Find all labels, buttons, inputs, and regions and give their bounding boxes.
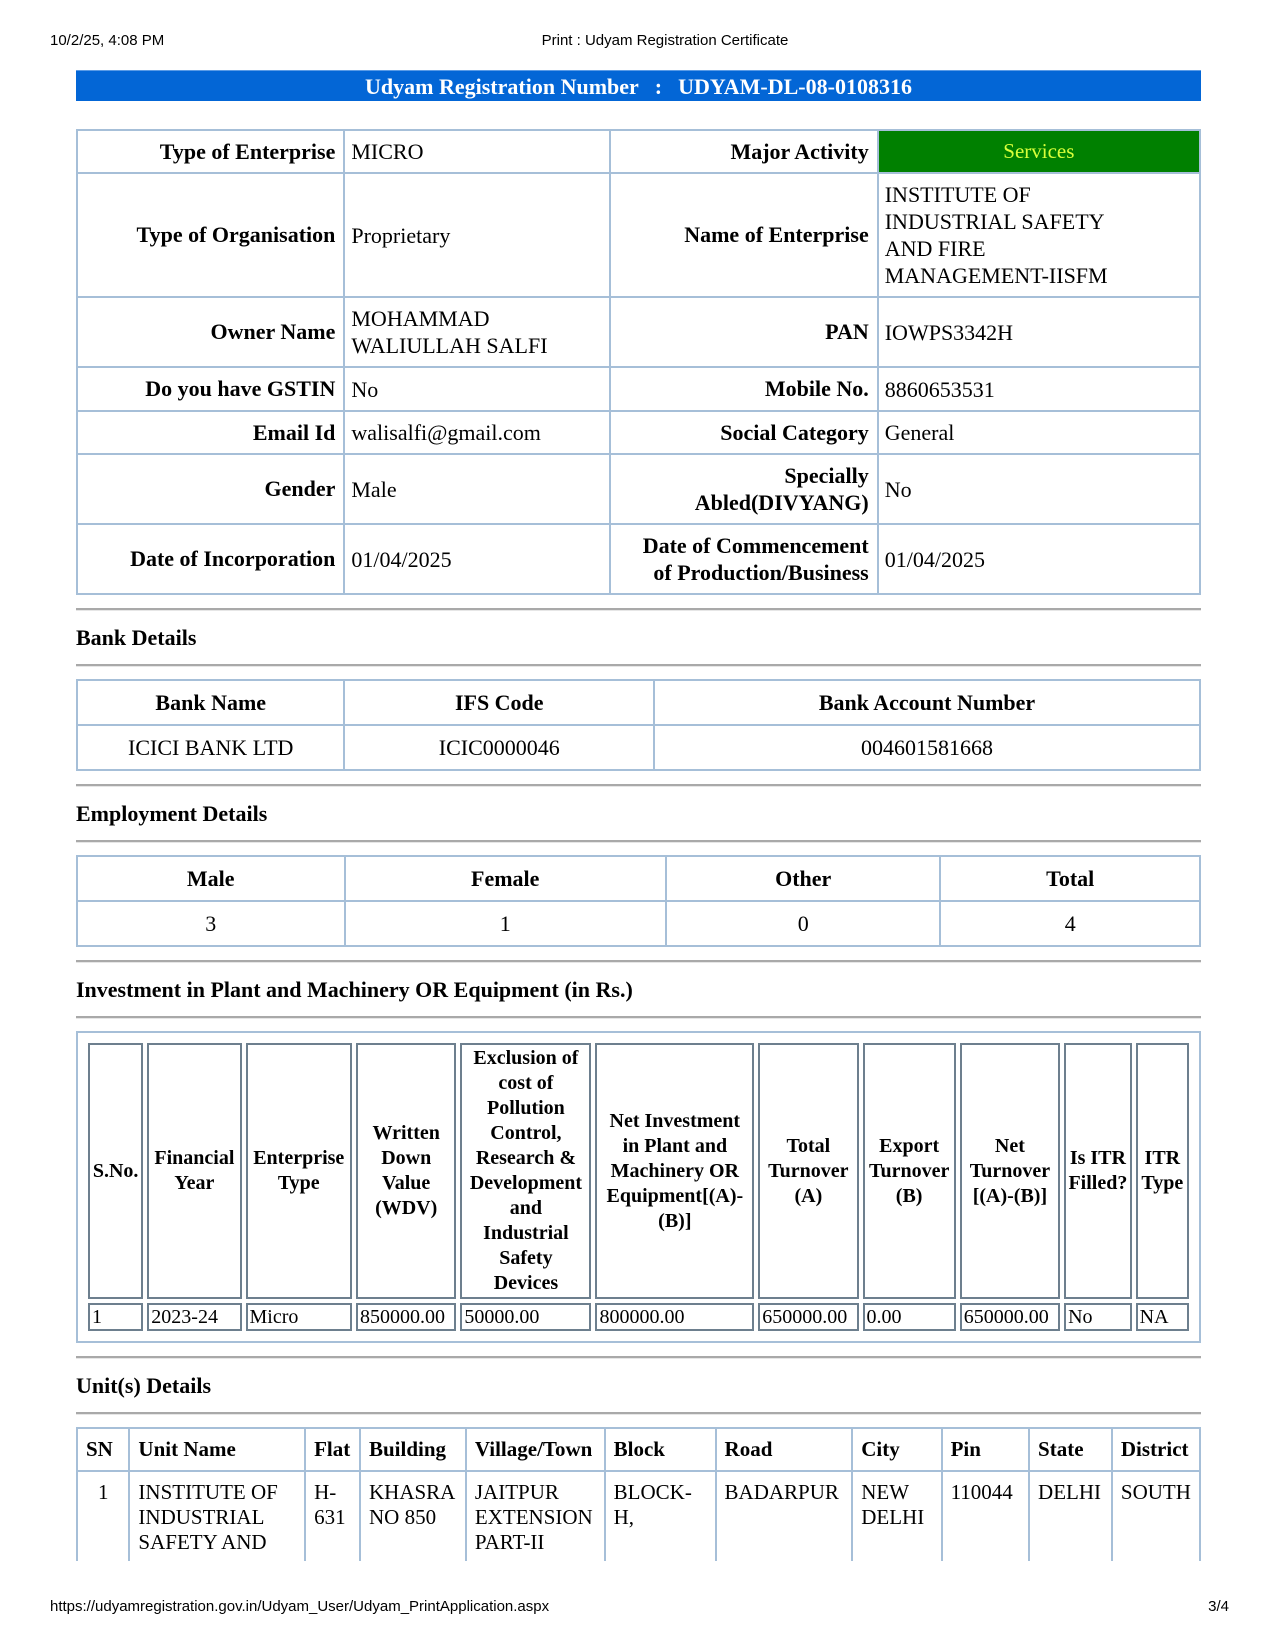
female-header: Female (345, 856, 666, 901)
city-header: City (852, 1428, 941, 1471)
itr-type-cell: NA (1136, 1303, 1189, 1331)
flat-header: Flat (305, 1428, 360, 1471)
bank-details-heading: Bank Details (76, 625, 197, 650)
info-row (77, 367, 1200, 411)
table-row (77, 725, 1200, 770)
owner-name-value (344, 297, 610, 367)
table-header-row (77, 856, 1200, 901)
block-header: Block (605, 1428, 716, 1471)
ifs-code-cell: ICIC0000046 (344, 725, 654, 770)
state-cell: DELHI (1029, 1471, 1112, 1561)
registration-number-value: UDYAM-DL-08-0108316 (678, 74, 912, 99)
total-turnover-header: Total Turnover (A) (758, 1043, 858, 1299)
email-label: Email Id (77, 411, 344, 454)
specially-abled-value: No (878, 454, 1200, 524)
district-header: District (1112, 1428, 1200, 1471)
page-url: https://udyamregistration.gov.in/Udyam_User/Udyam_PrintApplication.aspx (50, 1598, 550, 1615)
other-count: 0 (666, 901, 941, 946)
print-page-title: Print : Udyam Registration Certificate (541, 32, 789, 49)
village-town-header: Village/Town (466, 1428, 605, 1471)
name-of-enterprise-value (878, 173, 1200, 297)
employment-details-heading: Employment Details (76, 801, 268, 826)
gender-label: Gender (77, 454, 344, 524)
social-category-label: Social Category (610, 411, 878, 454)
financial-year-cell: 2023-24 (147, 1303, 241, 1331)
pin-cell: 110044 (942, 1471, 1029, 1561)
building-header: Building (360, 1428, 466, 1471)
sno-header: S.No. (88, 1043, 143, 1299)
gender-value: Male (344, 454, 610, 524)
total-count: 4 (940, 901, 1200, 946)
sn-header: SN (77, 1428, 129, 1471)
certificate-content (76, 70, 1201, 1561)
sno-cell: 1 (88, 1303, 143, 1331)
net-investment-header: Net Investment in Plant and Machinery OR Equipment[(A)- (B)] (595, 1043, 754, 1299)
specially-abled-label-line: Specially (784, 463, 869, 488)
specially-abled-label-line: Abled(DIVYANG) (694, 490, 869, 515)
employment-details-table (76, 855, 1201, 947)
type-of-organisation-value: Proprietary (344, 173, 610, 297)
date-of-incorporation-label: Date of Incorporation (77, 524, 344, 594)
gstin-value: No (344, 367, 610, 411)
pin-header: Pin (942, 1428, 1029, 1471)
account-number-cell: 004601581668 (654, 725, 1200, 770)
itr-type-header: ITR Type (1136, 1043, 1189, 1299)
print-datetime: 10/2/25, 4:08 PM (50, 32, 165, 49)
date-of-commencement-label (610, 524, 878, 594)
export-turnover-cell: 0.00 (863, 1303, 956, 1331)
itr-filed-header: Is ITR Filled? (1064, 1043, 1132, 1299)
female-count: 1 (345, 901, 666, 946)
table-header-row (77, 680, 1200, 725)
units-table (76, 1427, 1201, 1561)
mobile-label: Mobile No. (610, 367, 878, 411)
road-header: Road (716, 1428, 853, 1471)
print-footer (0, 1598, 1275, 1618)
total-turnover-cell: 650000.00 (758, 1303, 858, 1331)
enterprise-name-line: MANAGEMENT-IISFM (884, 263, 1108, 288)
building-cell: KHASRA NO 850 (360, 1471, 466, 1561)
bank-name-cell: ICICI BANK LTD (77, 725, 344, 770)
info-row (77, 524, 1200, 594)
social-category-value: General (878, 411, 1200, 454)
info-row (77, 130, 1200, 173)
commencement-label-line: of Production/Business (653, 560, 869, 585)
print-header (0, 32, 1275, 52)
major-activity-label: Major Activity (610, 130, 878, 173)
itr-filed-cell: No (1064, 1303, 1132, 1331)
info-row (77, 173, 1200, 297)
enterprise-name-line: INSTITUTE OF (884, 182, 1031, 207)
name-of-enterprise-label: Name of Enterprise (610, 173, 878, 297)
pan-label: PAN (610, 297, 878, 367)
male-count: 3 (77, 901, 345, 946)
type-of-enterprise-value: MICRO (344, 130, 610, 173)
investment-heading: Investment in Plant and Machinery OR Equipment (in Rs.) (76, 977, 633, 1002)
state-header: State (1029, 1428, 1112, 1471)
major-activity-value: Services (878, 130, 1200, 173)
net-investment-cell: 800000.00 (595, 1303, 754, 1331)
email-value: walisalfi@gmail.com (344, 411, 610, 454)
male-header: Male (77, 856, 345, 901)
owner-name-label: Owner Name (77, 297, 344, 367)
financial-year-header: Financial Year (147, 1043, 241, 1299)
bank-name-header: Bank Name (77, 680, 344, 725)
wdv-cell: 850000.00 (356, 1303, 456, 1331)
banner-separator: : (654, 74, 663, 99)
wdv-header: Written Down Value (WDV) (356, 1043, 456, 1299)
enterprise-name-line: AND FIRE (884, 236, 986, 261)
sn-cell: 1 (77, 1471, 129, 1561)
info-row (77, 297, 1200, 367)
info-row (77, 454, 1200, 524)
units-heading: Unit(s) Details (76, 1373, 212, 1398)
net-turnover-cell: 650000.00 (960, 1303, 1060, 1331)
owner-name-line: WALIULLAH SALFI (351, 333, 548, 358)
investment-table (84, 1039, 1193, 1335)
other-header: Other (666, 856, 941, 901)
info-row (77, 411, 1200, 454)
specially-abled-label (610, 454, 878, 524)
block-cell: BLOCK- H, (605, 1471, 716, 1561)
ifs-code-header: IFS Code (344, 680, 654, 725)
table-header-row (88, 1043, 1189, 1299)
flat-cell: H- 631 (305, 1471, 360, 1561)
table-row (77, 1471, 1200, 1561)
unit-name-cell: INSTITUTE OF INDUSTRIAL SAFETY AND (129, 1471, 305, 1561)
table-row (88, 1303, 1189, 1331)
account-number-header: Bank Account Number (654, 680, 1200, 725)
pan-value: IOWPS3342H (878, 297, 1200, 367)
city-cell: NEW DELHI (852, 1471, 941, 1561)
enterprise-name-line: INDUSTRIAL SAFETY (884, 209, 1105, 234)
owner-name-line: MOHAMMAD (351, 306, 490, 331)
district-cell: SOUTH (1112, 1471, 1200, 1561)
enterprise-type-cell: Micro (246, 1303, 353, 1331)
investment-table-container (76, 1031, 1201, 1343)
table-header-row (77, 1428, 1200, 1471)
road-cell: BADARPUR (716, 1471, 853, 1561)
bank-details-table (76, 679, 1201, 771)
date-of-commencement-value: 01/04/2025 (878, 524, 1200, 594)
village-town-cell: JAITPUR EXTENSION PART-II (466, 1471, 605, 1561)
export-turnover-header: Export Turnover (B) (863, 1043, 956, 1299)
net-turnover-header: Net Turnover [(A)-(B)] (960, 1043, 1060, 1299)
registration-number-banner (76, 70, 1201, 101)
gstin-label: Do you have GSTIN (77, 367, 344, 411)
mobile-value: 8860653531 (878, 367, 1200, 411)
table-row (77, 901, 1200, 946)
enterprise-type-header: Enterprise Type (246, 1043, 353, 1299)
enterprise-info-table (76, 129, 1201, 595)
type-of-enterprise-label: Type of Enterprise (77, 130, 344, 173)
total-header: Total (940, 856, 1200, 901)
date-of-incorporation-value: 01/04/2025 (344, 524, 610, 594)
exclusion-cost-cell: 50000.00 (460, 1303, 591, 1331)
commencement-label-line: Date of Commencement (642, 533, 869, 558)
type-of-organisation-label: Type of Organisation (77, 173, 344, 297)
unit-name-header: Unit Name (129, 1428, 305, 1471)
exclusion-cost-header: Exclusion of cost of Pollution Control, Research & Development and Industrial Safety Devices (460, 1043, 591, 1299)
page-number: 3/4 (1208, 1598, 1229, 1615)
registration-number-label: Udyam Registration Number (365, 74, 639, 99)
